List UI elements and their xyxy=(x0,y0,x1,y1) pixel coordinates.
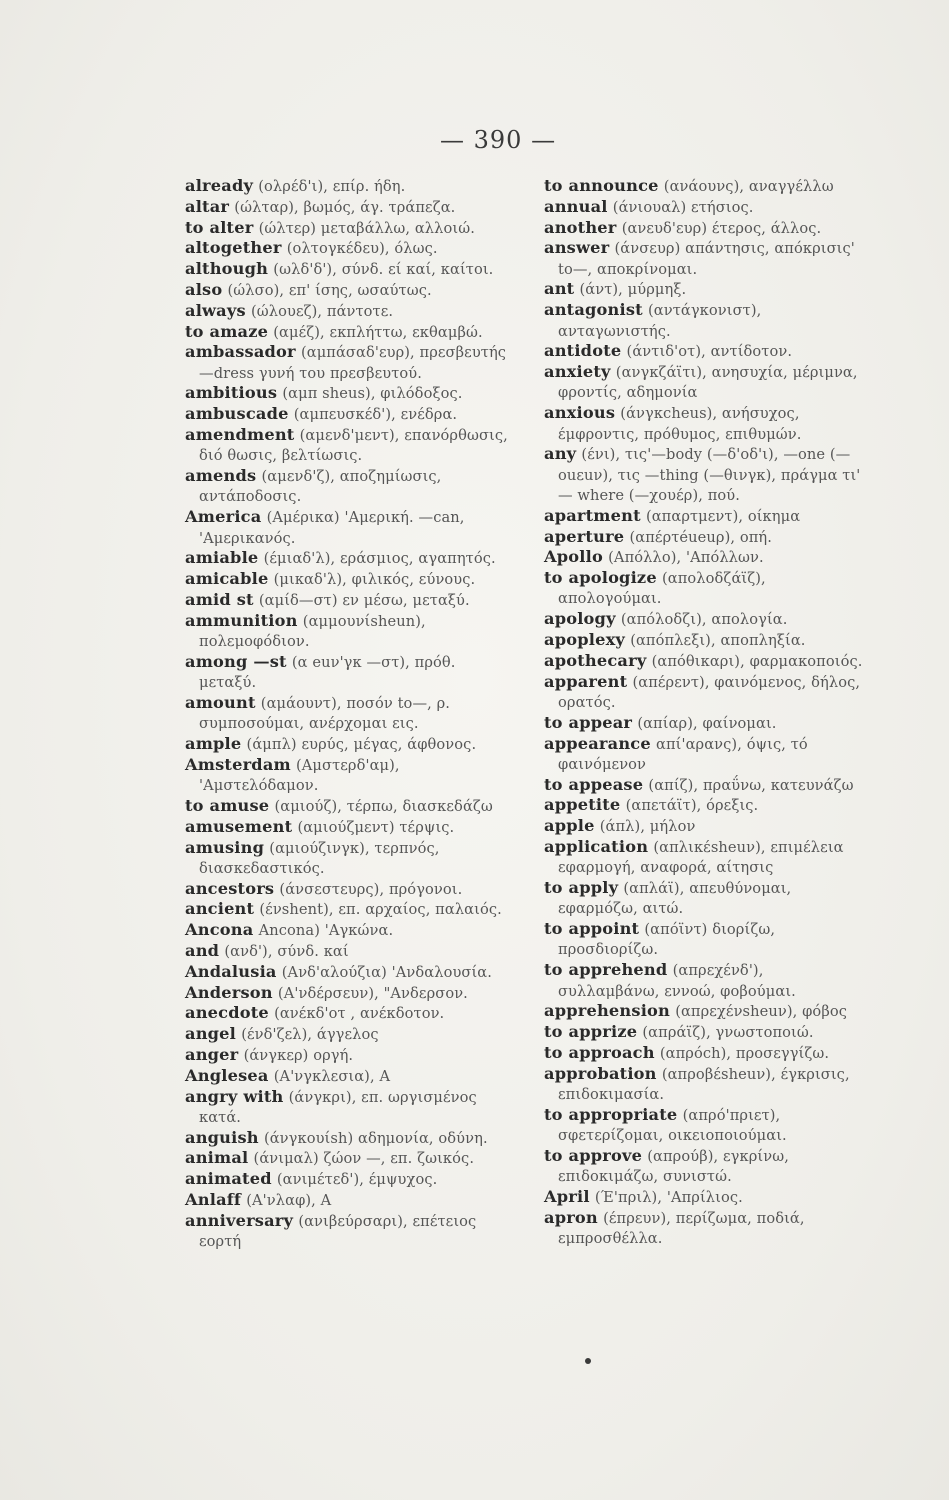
entry-definition: (αμάουντ), ποσόν to—, ρ. συμποσούμαι, ανέρχομαι εις. xyxy=(199,694,451,733)
dictionary-entry xyxy=(185,611,510,652)
entry-headword: amendment xyxy=(185,425,295,445)
entry-headword: apology xyxy=(544,609,616,629)
entry-definition: Ancona) 'Αγκώνα. xyxy=(258,922,394,940)
entry-headword: ant xyxy=(544,279,575,299)
entry-definition: (α euν'γκ —στ), πρόθ. μεταξύ. xyxy=(199,653,456,692)
entry-definition: (αμιούζμεντ) τέρψις. xyxy=(297,818,455,836)
entry-headword: also xyxy=(185,279,223,299)
entry-definition: (άνσεστευρς), πρόγονοι. xyxy=(279,880,463,898)
entry-headword: amount xyxy=(185,692,256,712)
entry-headword: always xyxy=(185,300,246,320)
entry-definition: (ανγκζάϊτι), ανησυχία, μέριμνα, φροντίς, αδημονία xyxy=(558,364,858,402)
entry-definition: (Α'νγκλεσια), Α xyxy=(273,1067,391,1085)
entry-headword: to appropriate xyxy=(544,1104,678,1124)
entry-definition: (ώλτερ) μεταβάλλω, αλλοιώ. xyxy=(258,219,475,237)
entry-definition: (απροβέsheuν), έγκρισις, επιδοκιμασία. xyxy=(558,1065,850,1104)
entry-headword: altar xyxy=(185,196,230,216)
entry-definition: (άντ), μύρμηξ. xyxy=(579,281,687,299)
dictionary-entry xyxy=(544,878,869,919)
dictionary-entry xyxy=(185,983,510,1003)
entry-definition: (ανδ'), σύνδ. καί xyxy=(224,942,349,960)
dictionary-entry xyxy=(185,962,510,982)
entry-definition: (αμενδ'μεντ), επανόρθωσις, διό θωσις, βελτίωσις. xyxy=(199,427,508,465)
entry-definition: (ένshent), επ. αρχαίος, παλαιός. xyxy=(259,901,502,919)
entry-headword: although xyxy=(185,259,269,279)
entry-definition: (απρεχένδ'), συλλαμβάνω, εννοώ, φοβούμαι. xyxy=(558,962,796,1000)
dictionary-entry xyxy=(544,197,869,217)
entry-definition: (άνγκcheus), ανήσυχος, έμφροντις, πρόθυμος, επιθυμών. xyxy=(558,405,802,443)
entry-definition: απί'αρανς), όψις, τό φαινόμενον xyxy=(558,735,808,773)
entry-definition: (απλάϊ), απευθύνομαι, εφαρμόζω, αιτώ. xyxy=(558,880,792,918)
entry-headword: Anlaff xyxy=(185,1190,242,1210)
dictionary-entry xyxy=(185,342,510,383)
entry-headword: to alter xyxy=(185,217,254,237)
dictionary-entry xyxy=(544,734,869,775)
dictionary-entry xyxy=(185,197,510,217)
entry-headword: ample xyxy=(185,734,242,754)
entry-headword: to appear xyxy=(544,712,633,732)
dictionary-entry xyxy=(544,837,869,878)
dictionary-entry xyxy=(544,547,869,567)
entry-headword: antagonist xyxy=(544,300,643,320)
dictionary-entry xyxy=(544,1064,869,1105)
page-number: — 390 — xyxy=(440,126,557,154)
dictionary-entry xyxy=(185,755,510,796)
entry-definition: (απράϊζ), γνωστοποιώ. xyxy=(642,1024,814,1042)
entry-definition: (απίζ), πραΰνω, κατευνάζω xyxy=(648,776,854,794)
entry-definition: (αμπ sheus), φιλόδοξος. xyxy=(282,385,463,403)
dictionary-entry xyxy=(544,816,869,836)
entry-headword: and xyxy=(185,940,220,960)
dictionary-entry xyxy=(544,609,869,629)
dictionary-entry xyxy=(185,734,510,754)
entry-headword: apple xyxy=(544,816,595,836)
dictionary-entry xyxy=(185,1211,510,1252)
end-mark-dot xyxy=(585,1358,591,1364)
entry-definition: (άνγκερ) οργή. xyxy=(243,1046,354,1064)
dictionary-entry xyxy=(185,899,510,919)
entry-headword: amiable xyxy=(185,548,259,568)
dictionary-entry xyxy=(185,301,510,321)
entry-headword: anecdote xyxy=(185,1003,269,1023)
dictionary-entry xyxy=(185,1003,510,1023)
dictionary-entry xyxy=(185,693,510,734)
entry-definition: (Αμστερδ'αμ), 'Αμστελόδαμον. xyxy=(199,756,400,795)
dictionary-entry xyxy=(185,838,510,879)
entry-headword: animal xyxy=(185,1148,249,1168)
dictionary-entry xyxy=(544,1043,869,1063)
entry-headword: Anglesea xyxy=(185,1065,269,1085)
dictionary-entry xyxy=(544,795,869,815)
entry-headword: aperture xyxy=(544,526,625,546)
entry-headword: among —st xyxy=(185,651,287,671)
entry-definition: (ανιβεύρσαρι), επέτειος εορτή xyxy=(199,1212,477,1251)
dictionary-entry xyxy=(185,569,510,589)
entry-headword: animated xyxy=(185,1169,272,1189)
dictionary-entry xyxy=(544,651,869,671)
entry-definition: (απόϊντ) διορίζω, προσδιορίζω. xyxy=(558,921,776,959)
dictionary-entry xyxy=(544,960,869,1001)
entry-headword: ambassador xyxy=(185,342,296,362)
entry-definition: (ανιμέτεδ'), έμψυχος. xyxy=(276,1171,438,1189)
entry-headword: Anderson xyxy=(185,982,273,1002)
entry-headword: to apply xyxy=(544,878,619,898)
dictionary-entry xyxy=(544,444,869,505)
dictionary-entry xyxy=(185,238,510,258)
entry-definition: (άπλ), μήλον xyxy=(599,818,696,836)
entry-definition: (απλικέsheuν), επιμέλεια εφαρμογή, αναφορά, αίτησις xyxy=(558,839,844,877)
entry-headword: appetite xyxy=(544,795,621,815)
entry-headword: to apologize xyxy=(544,568,657,588)
dictionary-entry xyxy=(544,1022,869,1042)
entry-definition: (αμπευσκέδ'), ενέδρα. xyxy=(293,406,458,424)
entry-headword: to apprehend xyxy=(544,960,668,980)
entry-headword: to apprize xyxy=(544,1022,638,1042)
dictionary-entry xyxy=(544,1105,869,1146)
entry-definition: (ανέκδ'οτ , ανέκδοτον. xyxy=(274,1005,445,1023)
entry-headword: ancestors xyxy=(185,878,275,898)
dictionary-entry xyxy=(185,322,510,342)
dictionary-entry xyxy=(185,590,510,610)
entry-definition: (απρούβ), εγκρίνω, επιδοκιμάζω, συνιστώ. xyxy=(558,1147,789,1186)
entry-headword: to amaze xyxy=(185,321,269,341)
dictionary-entry xyxy=(185,1128,510,1148)
entry-definition: (ένι), τις'—body (—δ'οδ'ι), —one (—ouεuν), τις —thing (—θινγκ), πράγμα τι' — where (—χουέρ), πού. xyxy=(558,446,861,504)
dictionary-entry xyxy=(544,218,869,238)
dictionary-entry xyxy=(185,383,510,403)
entry-definition: (άνγκουίsh) αδημονία, οδύνη. xyxy=(263,1129,488,1147)
dictionary-entry xyxy=(185,796,510,816)
left-column xyxy=(185,176,510,1252)
dictionary-entry xyxy=(544,1187,869,1207)
dictionary-entry xyxy=(185,652,510,693)
dictionary-entry xyxy=(544,713,869,733)
entry-definition: (άνσευρ) απάντησις, απόκρισις' to—, αποκρίνομαι. xyxy=(558,240,855,278)
dictionary-entry xyxy=(544,672,869,713)
dictionary-entry xyxy=(544,300,869,341)
entry-definition: (ένδ'ζελ), άγγελος xyxy=(241,1026,379,1044)
entry-definition: (απίαρ), φαίνομαι. xyxy=(637,714,777,732)
entry-definition: (Α'νλαφ), Α xyxy=(246,1192,332,1210)
dictionary-entry xyxy=(544,919,869,960)
dictionary-entry xyxy=(185,1045,510,1065)
dictionary-entry xyxy=(185,941,510,961)
entry-definition: (αμέζ), εκπλήττω, εκθαμβώ. xyxy=(273,323,483,341)
dictionary-entry xyxy=(185,548,510,568)
entry-definition: (Ανδ'αλούζια) 'Ανδαλουσία. xyxy=(281,963,492,981)
entry-headword: apron xyxy=(544,1207,598,1227)
entry-headword: another xyxy=(544,217,617,237)
entry-definition: (ανευδ'ευρ) έτερος, άλλος. xyxy=(621,219,822,237)
dictionary-entry xyxy=(185,817,510,837)
dictionary-entry xyxy=(185,1148,510,1168)
entry-definition: (άνιμαλ) ζώον —, επ. ζωικός. xyxy=(253,1150,475,1168)
entry-headword: Andalusia xyxy=(185,961,277,981)
entry-headword: April xyxy=(544,1187,590,1207)
entry-headword: apartment xyxy=(544,505,641,525)
entry-definition: (απετάϊτ), όρεξις. xyxy=(625,797,759,815)
dictionary-entry xyxy=(185,176,510,196)
entry-definition: (ολρέδ'ι), επίρ. ήδη. xyxy=(258,178,406,195)
entry-definition: (αμμουνίsheun), πολεμοφόδιον. xyxy=(199,612,426,651)
entry-headword: to appease xyxy=(544,774,644,794)
dictionary-entry xyxy=(185,1169,510,1189)
entry-definition: (Απόλλο), 'Απόλλων. xyxy=(608,549,764,567)
entry-headword: anxiety xyxy=(544,362,611,382)
dictionary-entry xyxy=(185,218,510,238)
dictionary-entry xyxy=(544,506,869,526)
entry-headword: Ancona xyxy=(185,920,254,940)
entry-definition: (αμενδ'ζ), αποζημίωσις, αντάποδοσις. xyxy=(199,468,442,506)
right-column xyxy=(544,176,869,1249)
entry-definition: (ολτογκέδευ), όλως. xyxy=(286,240,438,258)
dictionary-entry xyxy=(544,176,869,196)
dictionary-entry xyxy=(544,527,869,547)
entry-headword: already xyxy=(185,176,254,195)
entry-definition: (έπρευν), περίζωμα, ποδιά, εμπροσθέλλα. xyxy=(558,1209,805,1248)
entry-definition: (απόπλεξι), αποπληξία. xyxy=(630,632,806,650)
entry-headword: Amsterdam xyxy=(185,754,291,774)
entry-headword: apprehension xyxy=(544,1001,671,1021)
entry-headword: ancient xyxy=(185,899,255,919)
entry-headword: to approach xyxy=(544,1042,655,1062)
dictionary-entry xyxy=(185,1087,510,1128)
dictionary-entry xyxy=(544,1146,869,1187)
entry-headword: antidote xyxy=(544,341,622,361)
entry-headword: altogether xyxy=(185,238,282,258)
entry-definition: (Αμέρικα) 'Αμερική. —can, 'Αμερικανός. xyxy=(199,509,465,547)
entry-headword: amusement xyxy=(185,816,293,836)
dictionary-entry xyxy=(544,238,869,279)
dictionary-entry xyxy=(185,466,510,507)
entry-definition: (απρόch), προσεγγίζω. xyxy=(659,1044,830,1062)
entry-headword: to amuse xyxy=(185,795,270,815)
entry-headword: ambitious xyxy=(185,383,278,403)
entry-headword: Apollo xyxy=(544,547,603,567)
entry-definition: (ωλδ'δ'), σύνδ. εί καί, καίτοι. xyxy=(273,261,494,279)
entry-headword: answer xyxy=(544,238,610,258)
entry-definition: (απόλοδζι), απολογία. xyxy=(620,611,788,629)
entry-definition: (απόθικαρι), φαρμακοποιός. xyxy=(651,652,863,670)
entry-headword: application xyxy=(544,837,649,856)
entry-headword: annual xyxy=(544,196,608,216)
entry-definition: (αμπάσαδ'ευρ), πρεσβευτής —dress γυνή του πρεσβευτού. xyxy=(199,344,507,382)
dictionary-entry xyxy=(544,1208,869,1249)
entry-definition: (ώλταρ), βωμός, άγ. τράπεζα. xyxy=(234,198,456,216)
entry-headword: apothecary xyxy=(544,650,647,670)
entry-definition: (ώλουεζ), πάντοτε. xyxy=(250,302,394,320)
dictionary-entry xyxy=(185,280,510,300)
entry-headword: amusing xyxy=(185,837,265,857)
entry-definition: (αμιούζ), τέρπω, διασκεδάζω xyxy=(274,797,493,815)
entry-definition: (απέρεντ), φαινόμενος, δήλος, ορατός. xyxy=(558,673,861,711)
dictionary-entry xyxy=(185,879,510,899)
entry-headword: America xyxy=(185,507,262,527)
dictionary-entry xyxy=(185,259,510,279)
entry-headword: anger xyxy=(185,1044,239,1064)
entry-headword: to appoint xyxy=(544,919,640,939)
dictionary-entry xyxy=(185,507,510,548)
entry-definition: (απέρτéueuρ), οπή. xyxy=(629,528,773,546)
entry-definition: (άνιουαλ) ετήσιος. xyxy=(612,198,754,216)
entry-definition: (απαρτμεντ), οίκημα xyxy=(645,507,801,525)
entry-definition: (απρεχένsheuν), φόβος xyxy=(675,1003,848,1021)
dictionary-entry xyxy=(544,1001,869,1021)
entry-headword: amicable xyxy=(185,569,269,589)
entry-headword: ambuscade xyxy=(185,404,289,424)
entry-definition: (απρό'πριετ), σφετερίζομαι, οικειοποιούμαι. xyxy=(558,1106,787,1145)
dictionary-entry xyxy=(185,404,510,424)
entry-definition: (αντάγκονιστ), ανταγωνιστής. xyxy=(558,302,762,340)
entry-definition: (απολοδζάϊζ), απολογούμαι. xyxy=(558,570,766,608)
entry-definition: (μικαδ'λ), φιλικός, εύνους. xyxy=(273,571,476,589)
entry-headword: angel xyxy=(185,1024,237,1044)
dictionary-entry xyxy=(544,568,869,609)
entry-definition: (άνγκρι), επ. ωργισμένος κατά. xyxy=(199,1088,477,1126)
entry-definition: (άμπλ) ευρύς, μέγας, άφθονος. xyxy=(246,736,477,754)
entry-definition: (έμιαδ'λ), εράσμιος, αγαπητός. xyxy=(263,550,496,568)
entry-headword: ammunition xyxy=(185,610,298,630)
dictionary-entry xyxy=(544,362,869,403)
dictionary-entry xyxy=(185,1190,510,1210)
dictionary-entry xyxy=(544,341,869,361)
dictionary-entry xyxy=(544,403,869,444)
entry-definition: (Α'νδέρσευν), "Ανδερσον. xyxy=(277,984,468,1002)
entry-headword: approbation xyxy=(544,1063,657,1083)
entry-headword: any xyxy=(544,444,577,464)
entry-headword: anniversary xyxy=(185,1210,294,1230)
entry-headword: to approve xyxy=(544,1145,643,1165)
entry-definition: (αμιούζινγκ), τερπνός, διασκεδαστικός. xyxy=(199,839,440,877)
dictionary-entry xyxy=(185,1024,510,1044)
entry-definition: (αμίδ—στ) εν μέσω, μεταξύ. xyxy=(258,591,470,609)
entry-definition: (ώλσο), επ' ίσης, ωσαύτως. xyxy=(227,281,432,299)
dictionary-entry xyxy=(544,630,869,650)
entry-definition: (άντιδ'οτ), αντίδοτον. xyxy=(626,343,793,361)
entry-headword: anguish xyxy=(185,1127,259,1147)
dictionary-entry xyxy=(544,775,869,795)
entry-headword: apoplexy xyxy=(544,630,626,650)
entry-definition: (ανάουνς), αναγγέλλω xyxy=(663,178,834,195)
dictionary-entry xyxy=(185,920,510,940)
entry-headword: angry with xyxy=(185,1086,284,1106)
entry-headword: amid st xyxy=(185,589,254,609)
entry-headword: apparent xyxy=(544,671,628,691)
entry-headword: anxious xyxy=(544,403,616,423)
entry-headword: amends xyxy=(185,466,257,486)
entry-headword: appearance xyxy=(544,733,651,753)
dictionary-entry xyxy=(544,279,869,299)
entry-definition: (Έ'πριλ), 'Απρίλιος. xyxy=(594,1189,743,1207)
dictionary-entry xyxy=(185,1066,510,1086)
dictionary-entry xyxy=(185,425,510,466)
entry-headword: to announce xyxy=(544,176,659,195)
